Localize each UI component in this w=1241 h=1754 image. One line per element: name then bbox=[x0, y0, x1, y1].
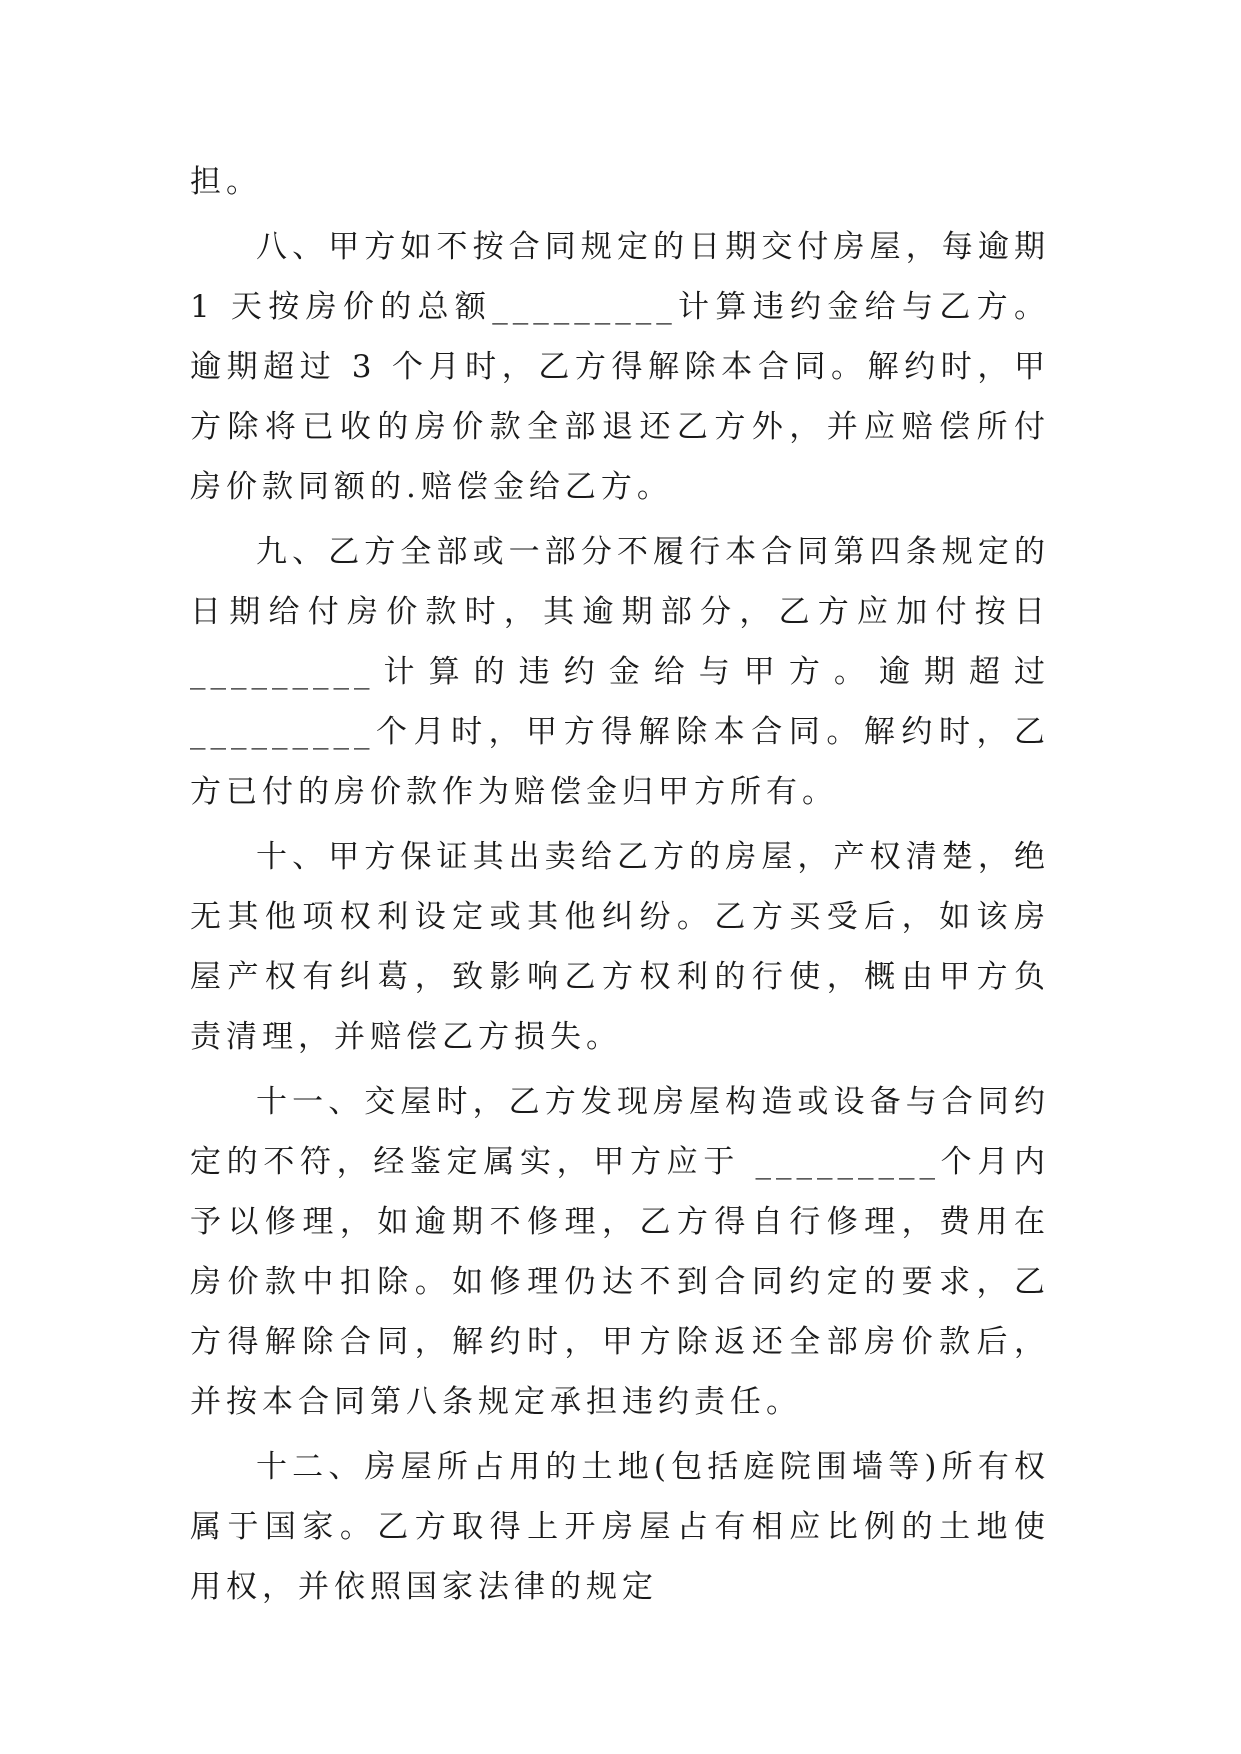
paragraph-clause-12: 十二、房屋所占用的土地(包括庭院围墙等)所有权属于国家。乙方取得上开房屋占有相应比例的土地使用权，并依照国家法律的规定 bbox=[190, 1449, 1050, 1605]
paragraph-continuation: 担。 bbox=[190, 164, 262, 200]
document-body bbox=[190, 152, 1050, 1622]
paragraph-clause-11: 十一、交屋时，乙方发现房屋构造或设备与合同约定的不符，经鉴定属实，甲方应于 _________个月内予以修理，如逾期不修理，乙方得自行修理，费用在房价款中扣除。如修理仍达不到合同约定的要求，乙方得解除合同，解约时，甲方除返还全部房价款后，并按本合同第八条规定承担违约责任。 bbox=[190, 1084, 1050, 1420]
paragraph-clause-10: 十、甲方保证其出卖给乙方的房屋，产权清楚，绝无其他项权利设定或其他纠纷。乙方买受后，如该房屋产权有纠葛，致影响乙方权利的行使，概由甲方负责清理，并赔偿乙方损失。 bbox=[190, 839, 1050, 1055]
paragraph-clause-8: 八、甲方如不按合同规定的日期交付房屋，每逾期 1 天按房价的总额_________计算违约金给与乙方。逾期超过 3 个月时，乙方得解除本合同。解约时，甲方除将已收的房价款全部退还乙方外，并应赔偿所付房价款同额的.赔偿金给乙方。 bbox=[190, 229, 1050, 505]
paragraph-clause-9: 九、乙方全部或一部分不履行本合同第四条规定的日期给付房价款时，其逾期部分，乙方应加付按日_________计算的违约金给与甲方。逾期超过_________个月时，甲方得解除本合同。解约时，乙方已付的房价款作为赔偿金归甲方所有。 bbox=[190, 534, 1050, 810]
